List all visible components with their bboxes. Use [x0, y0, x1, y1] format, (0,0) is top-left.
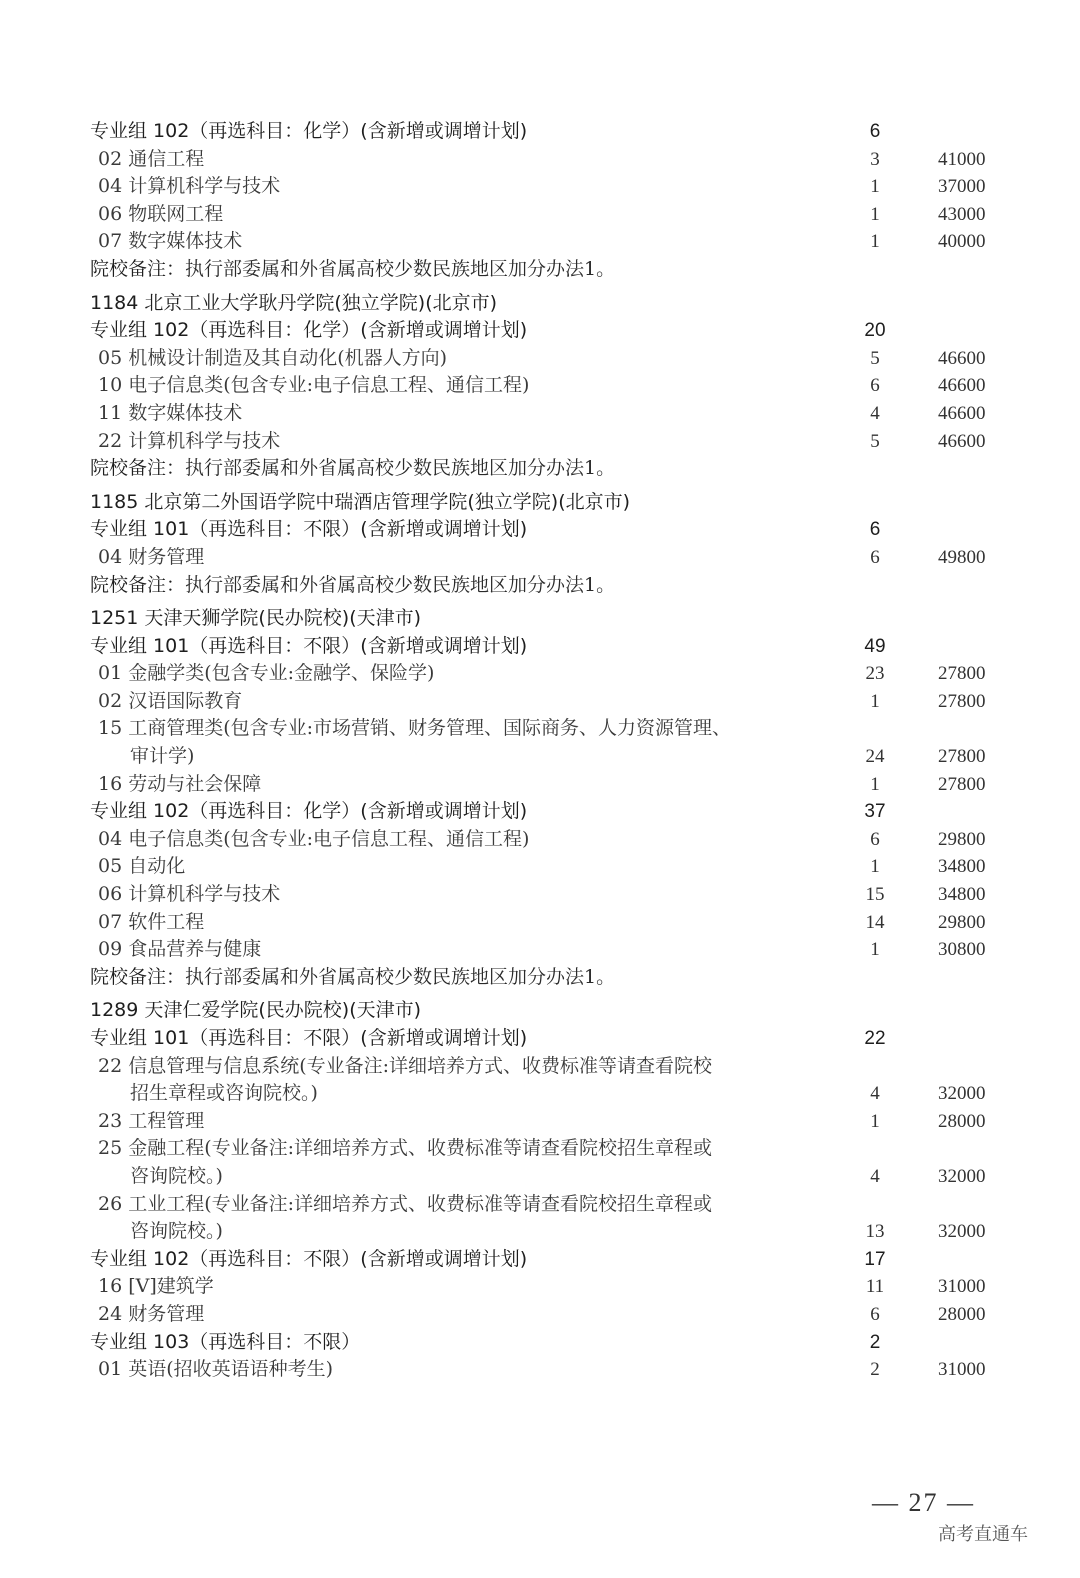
remark-text [90, 572, 615, 600]
major-row [90, 400, 1010, 428]
major-name: 06 计算机科学与技术 [98, 883, 281, 906]
plan-count: 11 [865, 1276, 885, 1298]
major-name: 07 数字媒体技术 [98, 230, 243, 253]
plan-count: 6 [870, 546, 880, 568]
tuition-fee: 27800 [938, 663, 986, 685]
major-group-row [90, 1246, 1010, 1274]
major-name: 15 工商管理类(包含专业:市场营销、财务管理、国际商务、人力资源管理、 [98, 717, 732, 740]
major-row [90, 1191, 1010, 1219]
remark-body: 执行部委属和外省属高校少数民族地区加分办法1。 [185, 257, 616, 280]
tuition-fee: 43000 [938, 203, 986, 225]
major-name: 02 通信工程 [98, 147, 205, 170]
group-title: 专业组 101（再选科目：不限）(含新增或调增计划) [90, 634, 528, 657]
major-row [90, 201, 1010, 229]
major-name: 01 金融学类(包含专业:金融学、保险学) [98, 662, 435, 685]
plan-count: 1 [870, 773, 880, 795]
major-row [90, 173, 1010, 201]
tuition-fee: 34800 [938, 884, 986, 906]
tuition-fee: 46600 [938, 430, 986, 452]
major-name: 01 英语(招收英语语种考生) [98, 1358, 334, 1381]
major-row [90, 228, 1010, 256]
major-name: 02 汉语国际教育 [98, 689, 243, 712]
remark-text [90, 256, 615, 284]
plan-count: 15 [865, 884, 885, 906]
major-name: 04 电子信息类(包含专业:电子信息工程、通信工程) [98, 827, 530, 850]
plan-count: 1 [870, 176, 880, 198]
major-name: 06 物联网工程 [98, 202, 224, 225]
major-name: 11 数字媒体技术 [98, 401, 243, 424]
plan-count: 22 [864, 1028, 886, 1049]
school-header-row [90, 997, 1010, 1025]
plan-count: 4 [870, 1165, 880, 1187]
school-remark-row [90, 572, 1010, 600]
tuition-fee: 28000 [938, 1110, 986, 1132]
major-name: 22 计算机科学与技术 [98, 429, 281, 452]
major-name: 招生章程或咨询院校。) [130, 1082, 318, 1105]
tuition-fee: 29800 [938, 911, 986, 933]
school-name: 1289 天津仁爱学院(民办院校)(天津市) [90, 999, 422, 1022]
group-title: 专业组 102（再选科目：化学）(含新增或调增计划) [90, 319, 528, 342]
major-row [90, 146, 1010, 174]
plan-count: 6 [870, 375, 880, 397]
remark-body: 执行部委属和外省属高校少数民族地区加分办法1。 [185, 457, 616, 480]
major-group-row [90, 798, 1010, 826]
major-name: 22 信息管理与信息系统(专业备注:详细培养方式、收费标准等请查看院校 [98, 1054, 713, 1077]
major-group-row [90, 1025, 1010, 1053]
plan-count: 3 [870, 148, 880, 170]
major-row [90, 660, 1010, 688]
tuition-fee: 27800 [938, 773, 986, 795]
plan-count: 13 [865, 1221, 885, 1243]
plan-count: 6 [870, 1303, 880, 1325]
major-row [90, 771, 1010, 799]
tuition-fee: 46600 [938, 375, 986, 397]
major-group-row [90, 633, 1010, 661]
plan-count: 24 [865, 746, 885, 768]
plan-count: 23 [865, 663, 885, 685]
major-name: 16 劳动与社会保障 [98, 772, 262, 795]
major-row [90, 826, 1010, 854]
major-name: 04 计算机科学与技术 [98, 175, 281, 198]
school-name: 1251 天津天狮学院(民办院校)(天津市) [90, 607, 422, 630]
plan-count: 1 [870, 690, 880, 712]
remark-text [90, 455, 615, 483]
remark-label: 院校备注： [90, 573, 186, 596]
plan-count: 37 [864, 801, 886, 823]
tuition-fee: 29800 [938, 828, 986, 850]
plan-count: 49 [864, 635, 886, 657]
plan-count: 6 [869, 519, 881, 541]
major-row [90, 853, 1010, 881]
major-row [90, 1356, 1010, 1384]
major-name: 05 机械设计制造及其自动化(机器人方向) [98, 346, 448, 369]
plan-count: 1 [870, 856, 880, 878]
major-row [90, 428, 1010, 456]
remark-label: 院校备注： [90, 457, 186, 480]
major-row-continuation [90, 1218, 1010, 1246]
major-group-row [90, 118, 1010, 146]
plan-count: 5 [870, 430, 880, 452]
major-name: 09 食品营养与健康 [98, 938, 262, 961]
major-name: 24 财务管理 [98, 1302, 205, 1325]
major-row [90, 345, 1010, 373]
tuition-fee: 49800 [938, 546, 986, 568]
major-name: 26 工业工程(专业备注:详细培养方式、收费标准等请查看院校招生章程或 [98, 1192, 713, 1215]
major-name: 咨询院校。) [130, 1220, 223, 1243]
tuition-fee: 32000 [938, 1083, 986, 1105]
tuition-fee: 27800 [938, 690, 986, 712]
remark-body: 执行部委属和外省属高校少数民族地区加分办法1。 [185, 573, 616, 596]
major-row-continuation [90, 1080, 1010, 1108]
major-name: 05 自动化 [98, 855, 186, 878]
plan-count: 5 [870, 347, 880, 369]
group-title: 专业组 102（再选科目：化学）(含新增或调增计划) [90, 120, 528, 142]
group-title: 专业组 102（再选科目：化学）(含新增或调增计划) [90, 800, 528, 823]
major-row [90, 881, 1010, 909]
plan-count: 1 [870, 203, 880, 225]
major-name: 审计学) [130, 745, 195, 768]
school-remark-row [90, 256, 1010, 284]
tuition-fee: 46600 [938, 402, 986, 424]
plan-count: 6 [869, 121, 881, 142]
school-name: 1184 北京工业大学耿丹学院(独立学院)(北京市) [90, 291, 498, 314]
major-row [90, 936, 1010, 964]
enrollment-plan-list [90, 118, 1010, 1384]
school-remark-row [90, 455, 1010, 483]
tuition-fee: 46600 [938, 347, 986, 369]
major-group-row [90, 516, 1010, 544]
major-name: 04 财务管理 [98, 545, 205, 568]
major-row [90, 372, 1010, 400]
remark-label: 院校备注： [90, 257, 186, 280]
tuition-fee: 37000 [938, 176, 986, 198]
remark-body: 执行部委属和外省属高校少数民族地区加分办法1。 [185, 965, 616, 988]
plan-count: 1 [870, 939, 880, 961]
major-row [90, 715, 1010, 743]
plan-count: 14 [865, 911, 885, 933]
watermark: 高考直通车 [938, 1524, 1028, 1545]
tuition-fee: 32000 [938, 1221, 986, 1243]
remark-label: 院校备注： [90, 965, 186, 988]
major-name: 16 [V]建筑学 [98, 1275, 214, 1298]
plan-count: 2 [870, 1359, 880, 1381]
group-title: 专业组 102（再选科目：不限）(含新增或调增计划) [90, 1247, 528, 1270]
plan-count: 6 [870, 828, 880, 850]
major-group-row [90, 317, 1010, 345]
plan-count: 1 [870, 1110, 880, 1132]
tuition-fee: 34800 [938, 856, 986, 878]
school-header-row [90, 489, 1010, 517]
plan-count: 4 [870, 402, 880, 424]
plan-count: 2 [869, 1331, 881, 1353]
tuition-fee: 30800 [938, 939, 986, 961]
group-title: 专业组 101（再选科目：不限）(含新增或调增计划) [90, 518, 528, 541]
major-row [90, 1301, 1010, 1329]
group-title: 专业组 103（再选科目：不限） [90, 1330, 361, 1353]
major-row [90, 1108, 1010, 1136]
tuition-fee: 40000 [938, 231, 986, 253]
major-row [90, 909, 1010, 937]
tuition-fee: 28000 [938, 1303, 986, 1325]
group-title: 专业组 101（再选科目：不限）(含新增或调增计划) [90, 1027, 528, 1049]
major-name: 咨询院校。) [130, 1164, 223, 1187]
major-name: 07 软件工程 [98, 910, 205, 933]
major-group-row [90, 1329, 1010, 1357]
school-header-row [90, 290, 1010, 318]
major-name: 23 工程管理 [98, 1109, 205, 1132]
major-row [90, 544, 1010, 572]
plan-count: 17 [864, 1248, 886, 1270]
plan-count: 4 [870, 1083, 880, 1105]
major-row-continuation [90, 1163, 1010, 1191]
major-row-continuation [90, 743, 1010, 771]
remark-text [90, 964, 615, 992]
school-header-row [90, 605, 1010, 633]
major-row [90, 1053, 1010, 1081]
tuition-fee: 41000 [938, 148, 986, 170]
major-name: 25 金融工程(专业备注:详细培养方式、收费标准等请查看院校招生章程或 [98, 1137, 713, 1160]
major-row [90, 1273, 1010, 1301]
major-name: 10 电子信息类(包含专业:电子信息工程、通信工程) [98, 374, 530, 397]
major-row [90, 688, 1010, 716]
plan-count: 20 [864, 320, 886, 342]
tuition-fee: 32000 [938, 1165, 986, 1187]
major-row [90, 1135, 1010, 1163]
plan-count: 1 [870, 231, 880, 253]
school-remark-row [90, 964, 1010, 992]
tuition-fee: 31000 [938, 1359, 986, 1381]
school-name: 1185 北京第二外国语学院中瑞酒店管理学院(独立学院)(北京市) [90, 490, 631, 513]
page-number: — 27 — [872, 1488, 975, 1517]
tuition-fee: 27800 [938, 746, 986, 768]
tuition-fee: 31000 [938, 1276, 986, 1298]
